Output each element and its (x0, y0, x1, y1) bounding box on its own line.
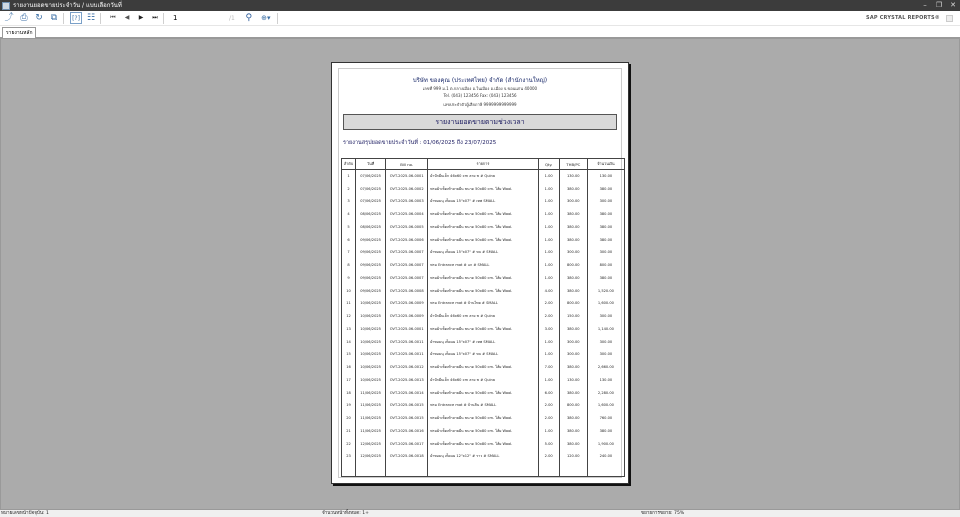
group-tree-icon[interactable]: [?] (70, 12, 82, 24)
cell-bill: OVT-2025-06-0017 (386, 437, 428, 450)
cell-bill: OVT-2025-06-0015 (386, 412, 428, 425)
cell-no: 8 (342, 259, 356, 272)
minimize-button[interactable]: – (923, 1, 927, 9)
cell-date: 08/06/2025 (356, 208, 386, 221)
cell-date: 09/06/2025 (356, 233, 386, 246)
cell-price: 380.00 (559, 412, 587, 425)
cell-amount: 130.00 (587, 170, 624, 183)
cell-item: พรมผ้าเช็ดเท้าลายผืน ขนาด 50x80 cm. ไส้ผ Wool. (428, 233, 538, 246)
company-name: บริษัท ของคุณ (ประเทศไทย) จำกัด (สำนักงานใหญ่) (412, 77, 548, 84)
cell-item: ผ้าทอมนุ เห็ดแผ 15"x07" # เทพ SMALL (428, 335, 538, 348)
cell-qty: 1.00 (538, 195, 559, 208)
cell-qty: 1.00 (538, 246, 559, 259)
table-row (342, 361, 625, 374)
cell-date: 11/06/2025 (356, 425, 386, 438)
company-address: เลขที่ 999 ม.1 ต.กลางเมือง อ.ในเมือง อ.เมือง จ.ขอนแก่น 40000 (422, 86, 538, 91)
cell-item: พรมผ้าเช็ดเท้าลายผืน ขนาด 50x80 cm. ไส้ผ Wool. (428, 412, 538, 425)
cell-qty: 1.00 (538, 374, 559, 387)
table-row (342, 221, 625, 234)
toolbar-separator (100, 13, 101, 24)
cell-item: พรมผ้าเช็ดเท้าลายผืน ขนาด 50x80 cm. ไส้ผ Wool. (428, 425, 538, 438)
cell-date: 10/06/2025 (356, 374, 386, 387)
cell-item: พรมผ้าเช็ดเท้าลายผืน ขนาด 50x80 cm. ไส้ผ Wool. (428, 323, 538, 336)
cell-bill: OVT-2025-06-0018 (386, 450, 428, 463)
cell-qty: 6.00 (538, 386, 559, 399)
cell-amount: 380.00 (587, 272, 624, 285)
table-row (342, 284, 625, 297)
cell-qty: 2.00 (538, 450, 559, 463)
table-row (342, 182, 625, 195)
cell-price: 300.00 (559, 348, 587, 361)
copy-icon[interactable]: ⧉ (50, 13, 58, 23)
cell-amount: 380.00 (587, 182, 624, 195)
cell-no: 17 (342, 374, 356, 387)
cell-no: 20 (342, 412, 356, 425)
page-count-label: /1 (229, 14, 235, 22)
table-row (342, 386, 625, 399)
cell-amount: 1,900.00 (587, 437, 624, 450)
cell-item: พรม Entrance mat # แก # SMALL (428, 259, 538, 272)
cell-no: 12 (342, 310, 356, 323)
cell-bill: OVT-2025-06-0012 (386, 361, 428, 374)
restore-button[interactable]: ❐ (935, 1, 943, 9)
toolbar-separator (277, 13, 278, 24)
table-row (342, 170, 625, 183)
cell-price: 800.00 (559, 297, 587, 310)
cell-no: 5 (342, 221, 356, 234)
cell-no: 6 (342, 233, 356, 246)
parameter-panel-icon[interactable]: ☷ (86, 13, 96, 23)
last-page-button[interactable]: ⏭ (152, 14, 158, 21)
table-row (342, 437, 625, 450)
cell-amount: 300.00 (587, 335, 624, 348)
cell-amount: 1,140.00 (587, 323, 624, 336)
total-pages-status: จำนวนหน้าทั้งหมด: 1+ (322, 511, 369, 516)
cell-empty (538, 463, 559, 477)
table-row (342, 348, 625, 361)
column-header: THB/PC (559, 159, 587, 170)
cell-item: พรมผ้าเช็ดเท้าลายผืน ขนาด 50x80 cm. ไส้ผ Wool. (428, 284, 538, 297)
export-icon[interactable]: ⤴ (4, 13, 14, 23)
cell-empty (559, 463, 587, 477)
cell-date: 10/06/2025 (356, 335, 386, 348)
cell-price: 380.00 (559, 208, 587, 221)
cell-empty (428, 463, 538, 477)
cell-bill: OVT-2025-06-0014 (386, 386, 428, 399)
cell-bill: OVT-2025-06-0009 (386, 310, 428, 323)
print-icon[interactable]: ⎙ (20, 13, 28, 23)
previous-page-button[interactable]: ◀ (124, 14, 130, 21)
cell-price: 380.00 (559, 386, 587, 399)
report-toolbar (0, 11, 960, 26)
cell-price: 120.00 (559, 450, 587, 463)
cell-amount: 300.00 (587, 310, 624, 323)
page-number-input[interactable] (171, 13, 219, 23)
cell-date: 10/06/2025 (356, 323, 386, 336)
refresh-icon[interactable]: ↻ (35, 13, 43, 23)
cell-qty: 3.00 (538, 323, 559, 336)
cell-date: 11/06/2025 (356, 412, 386, 425)
cell-bill: OVT-2025-06-0011 (386, 335, 428, 348)
cell-item: พรม Entrance mat # บ้านสิน # SMALL (428, 399, 538, 412)
column-header: จำนวนเงิน (587, 159, 624, 170)
cell-price: 380.00 (559, 272, 587, 285)
cell-bill: OVT-2025-06-0006 (386, 233, 428, 246)
report-period: รายงานสรุปยอดขายประจำวันที่ : 01/06/2025 ถึง 23/07/2025 (343, 140, 497, 146)
cell-date: 10/06/2025 (356, 348, 386, 361)
cell-empty (342, 463, 356, 477)
cell-item: ผ้าทอมนุ เห็ดแผ 15"x07" # ขบ # SMALL (428, 246, 538, 259)
cell-item: ผ้าปักผืนเล็ก 46x60 cm ลาย ช # Quina (428, 310, 538, 323)
cell-empty (587, 463, 624, 477)
cell-empty (386, 463, 428, 477)
cell-bill: OVT-2025-06-0013 (386, 374, 428, 387)
find-icon[interactable]: ⚲ (245, 13, 253, 23)
cell-date: 09/06/2025 (356, 246, 386, 259)
table-row (342, 450, 625, 463)
column-header: วันที่ (356, 159, 386, 170)
cell-bill: OVT-2025-06-0011 (386, 348, 428, 361)
table-row (342, 272, 625, 285)
cell-date: 10/06/2025 (356, 361, 386, 374)
table-row (342, 412, 625, 425)
cell-amount: 380.00 (587, 425, 624, 438)
cell-amount: 760.00 (587, 412, 624, 425)
cell-qty: 1.00 (538, 182, 559, 195)
cell-amount: 380.00 (587, 233, 624, 246)
cell-no: 15 (342, 348, 356, 361)
cell-amount: 130.00 (587, 374, 624, 387)
cell-item: พรม Entrance mat # บ้านไทย # SMALL (428, 297, 538, 310)
cell-qty: 1.00 (538, 425, 559, 438)
zoom-dropdown-icon[interactable]: ⊕▾ (261, 14, 271, 22)
window-title: รายงานยอดขายประจำวัน / แบบเลือกวันที่ (13, 2, 122, 9)
table-row (342, 374, 625, 387)
cell-qty: 1.00 (538, 221, 559, 234)
next-page-button[interactable]: ▶ (138, 14, 144, 21)
cell-no: 13 (342, 323, 356, 336)
cell-date: 11/06/2025 (356, 386, 386, 399)
toolbar-separator (163, 13, 164, 24)
cell-item: พรมผ้าเช็ดเท้าลายผืน ขนาด 50x80 cm. ไส้ผ Wool. (428, 361, 538, 374)
cell-no: 18 (342, 386, 356, 399)
cell-no: 10 (342, 284, 356, 297)
cell-qty: 7.00 (538, 361, 559, 374)
page-border (338, 68, 622, 478)
cell-item: ผ้าทอมนุ เห็ดแผ 12"x12" # ราว # SMALL (428, 450, 538, 463)
cell-date: 09/06/2025 (356, 272, 386, 285)
cell-date: 07/06/2025 (356, 195, 386, 208)
cell-bill: OVT-2025-06-0007 (386, 246, 428, 259)
cell-amount: 1,520.00 (587, 284, 624, 297)
company-tax-id: เลขประจำตัวผู้เสียภาษี 9999999999999 (443, 102, 517, 107)
cell-no: 7 (342, 246, 356, 259)
zoom-status: ขยายการขยาย: 75% (641, 511, 685, 516)
table-row (342, 259, 625, 272)
column-header: Qty. (538, 159, 559, 170)
report-page (331, 62, 629, 484)
table-footer-row (342, 463, 625, 477)
cell-price: 380.00 (559, 221, 587, 234)
cell-bill: OVT-2025-06-0002 (386, 182, 428, 195)
window-titlebar (0, 0, 960, 11)
cell-no: 1 (342, 170, 356, 183)
cell-item: ผ้าทอมนุ เห็ดแผ 15"x07" # เทพ SMALL (428, 195, 538, 208)
table-row (342, 208, 625, 221)
toolbar-separator (63, 13, 64, 24)
cell-empty (356, 463, 386, 477)
cell-amount: 1,600.00 (587, 297, 624, 310)
cell-price: 130.00 (559, 374, 587, 387)
cell-price: 300.00 (559, 246, 587, 259)
cell-bill: OVT-2025-06-0005 (386, 221, 428, 234)
cell-date: 09/06/2025 (356, 284, 386, 297)
table-row (342, 425, 625, 438)
report-title: รายงานยอดขายตามช่วงเวลา (343, 114, 617, 130)
brand-label: SAP CRYSTAL REPORTS® (866, 15, 940, 21)
cell-amount: 380.00 (587, 221, 624, 234)
cell-qty: 2.00 (538, 297, 559, 310)
table-row (342, 233, 625, 246)
table-row (342, 297, 625, 310)
cell-amount: 800.00 (587, 259, 624, 272)
cell-amount: 300.00 (587, 246, 624, 259)
cell-no: 4 (342, 208, 356, 221)
table-row (342, 323, 625, 336)
cell-qty: 2.00 (538, 399, 559, 412)
cell-date: 08/06/2025 (356, 221, 386, 234)
cell-price: 380.00 (559, 284, 587, 297)
cell-item: พรมผ้าเช็ดเท้าลายผืน ขนาด 50x80 cm. ไส้ผ Wool. (428, 182, 538, 195)
cell-qty: 1.00 (538, 170, 559, 183)
cell-price: 380.00 (559, 182, 587, 195)
cell-bill: OVT-2025-06-0003 (386, 195, 428, 208)
cell-date: 11/06/2025 (356, 399, 386, 412)
table-row (342, 335, 625, 348)
column-header: Bill no. (386, 159, 428, 170)
cell-amount: 240.00 (587, 450, 624, 463)
cell-no: 14 (342, 335, 356, 348)
cell-bill: OVT-2025-06-0008 (386, 284, 428, 297)
cell-item: พรมผ้าเช็ดเท้าลายผืน ขนาด 50x80 cm. ไส้ผ Wool. (428, 208, 538, 221)
cell-no: 19 (342, 399, 356, 412)
cell-item: พรมผ้าเช็ดเท้าลายผืน ขนาด 50x80 cm. ไส้ผ Wool. (428, 437, 538, 450)
cell-item: ผ้าปักผืนเล็ก 46x60 cm ลาย ช # Quina (428, 374, 538, 387)
cell-item: ผ้าปักผืนเล็ก 46x60 cm ลาย ช # Quina (428, 170, 538, 183)
cell-bill: OVT-2025-06-0007 (386, 259, 428, 272)
cell-no: 3 (342, 195, 356, 208)
cell-qty: 1.00 (538, 272, 559, 285)
report-tabs (0, 26, 960, 38)
cell-bill: OVT-2025-06-0015 (386, 399, 428, 412)
column-header: รายการ (428, 159, 538, 170)
cell-amount: 300.00 (587, 348, 624, 361)
cell-price: 130.00 (559, 170, 587, 183)
cell-qty: 1.00 (538, 259, 559, 272)
close-button[interactable]: ✕ (950, 1, 956, 9)
table-header (342, 159, 625, 170)
close-view-button[interactable] (946, 15, 953, 22)
cell-no: 2 (342, 182, 356, 195)
tab-main-report[interactable]: รายงานหลัก (2, 27, 36, 38)
cell-qty: 4.00 (538, 284, 559, 297)
cell-qty: 2.00 (538, 412, 559, 425)
table-row (342, 246, 625, 259)
cell-price: 380.00 (559, 425, 587, 438)
cell-bill: OVT-2025-06-0001 (386, 170, 428, 183)
cell-qty: 1.00 (538, 348, 559, 361)
cell-price: 380.00 (559, 361, 587, 374)
cell-bill: OVT-2025-06-0009 (386, 297, 428, 310)
cell-date: 09/06/2025 (356, 259, 386, 272)
cell-qty: 1.00 (538, 233, 559, 246)
cell-amount: 1,600.00 (587, 399, 624, 412)
table-row (342, 195, 625, 208)
cell-price: 150.00 (559, 310, 587, 323)
table-row (342, 310, 625, 323)
current-page-status: หมายเลขหน้าปัจจุบัน: 1 (1, 511, 49, 516)
cell-item: พรมผ้าเช็ดเท้าลายผืน ขนาด 50x80 cm. ไส้ผ Wool. (428, 272, 538, 285)
cell-no: 11 (342, 297, 356, 310)
cell-date: 10/06/2025 (356, 310, 386, 323)
cell-date: 12/06/2025 (356, 437, 386, 450)
cell-item: พรมผ้าเช็ดเท้าลายผืน ขนาด 50x80 cm. ไส้ผ Wool. (428, 386, 538, 399)
cell-bill: OVT-2025-06-0004 (386, 208, 428, 221)
cell-price: 800.00 (559, 259, 587, 272)
app-icon (2, 2, 10, 10)
cell-item: ผ้าทอมนุ เห็ดแผ 15"x07" # ขบ # SMALL (428, 348, 538, 361)
cell-no: 23 (342, 450, 356, 463)
cell-item: พรมผ้าเช็ดเท้าลายผืน ขนาด 50x80 cm. ไส้ผ Wool. (428, 221, 538, 234)
cell-amount: 380.00 (587, 208, 624, 221)
cell-price: 380.00 (559, 437, 587, 450)
cell-price: 300.00 (559, 195, 587, 208)
status-bar (0, 510, 960, 517)
cell-date: 10/06/2025 (356, 297, 386, 310)
cell-no: 21 (342, 425, 356, 438)
cell-price: 300.00 (559, 335, 587, 348)
first-page-button[interactable]: ⏮ (110, 14, 116, 21)
cell-date: 07/06/2025 (356, 170, 386, 183)
cell-bill: OVT-2025-06-0001 (386, 323, 428, 336)
table-row (342, 399, 625, 412)
cell-amount: 300.00 (587, 195, 624, 208)
cell-price: 800.00 (559, 399, 587, 412)
cell-price: 380.00 (559, 233, 587, 246)
cell-no: 16 (342, 361, 356, 374)
cell-price: 380.00 (559, 323, 587, 336)
cell-date: 07/06/2025 (356, 182, 386, 195)
cell-date: 12/06/2025 (356, 450, 386, 463)
sales-table (341, 158, 625, 477)
cell-amount: 2,280.00 (587, 386, 624, 399)
cell-no: 22 (342, 437, 356, 450)
cell-amount: 2,660.00 (587, 361, 624, 374)
cell-bill: OVT-2025-06-0016 (386, 425, 428, 438)
company-phone: Tel. (043) 123456 Fax: (043) 123456 (443, 93, 517, 98)
cell-bill: OVT-2025-06-0007 (386, 272, 428, 285)
column-header: ลำดับ (342, 159, 356, 170)
cell-qty: 1.00 (538, 335, 559, 348)
cell-qty: 1.00 (538, 208, 559, 221)
cell-no: 9 (342, 272, 356, 285)
cell-qty: 5.00 (538, 437, 559, 450)
cell-qty: 2.00 (538, 310, 559, 323)
